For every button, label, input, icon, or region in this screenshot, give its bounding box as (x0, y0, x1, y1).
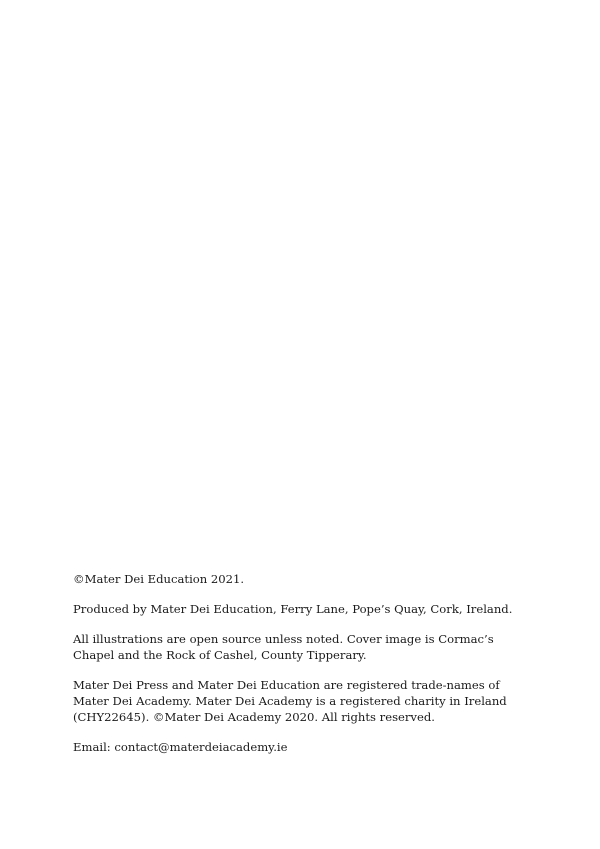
produced-by-line: Produced by Mater Dei Education, Ferry Lane, Pope’s Quay, Cork, Ireland. (73, 602, 513, 616)
copyright-line: ©Mater Dei Education 2021. (73, 572, 245, 586)
trade-names-note: Mater Dei Press and Mater Dei Education are registered trade-names of Mater Dei Academy. Mater Dei Academy is a registered charity in Ireland (CHY22645). ©Mater Dei Academy 2020. All rights reserved. (73, 678, 507, 724)
illustrations-note: All illustrations are open source unless noted. Cover image is Cormac’s Chapel and the Rock of Cashel, County Tipperary. (73, 632, 494, 662)
email-line: Email: contact@materdeiacademy.ie (73, 740, 288, 754)
colophon-block (73, 571, 528, 769)
